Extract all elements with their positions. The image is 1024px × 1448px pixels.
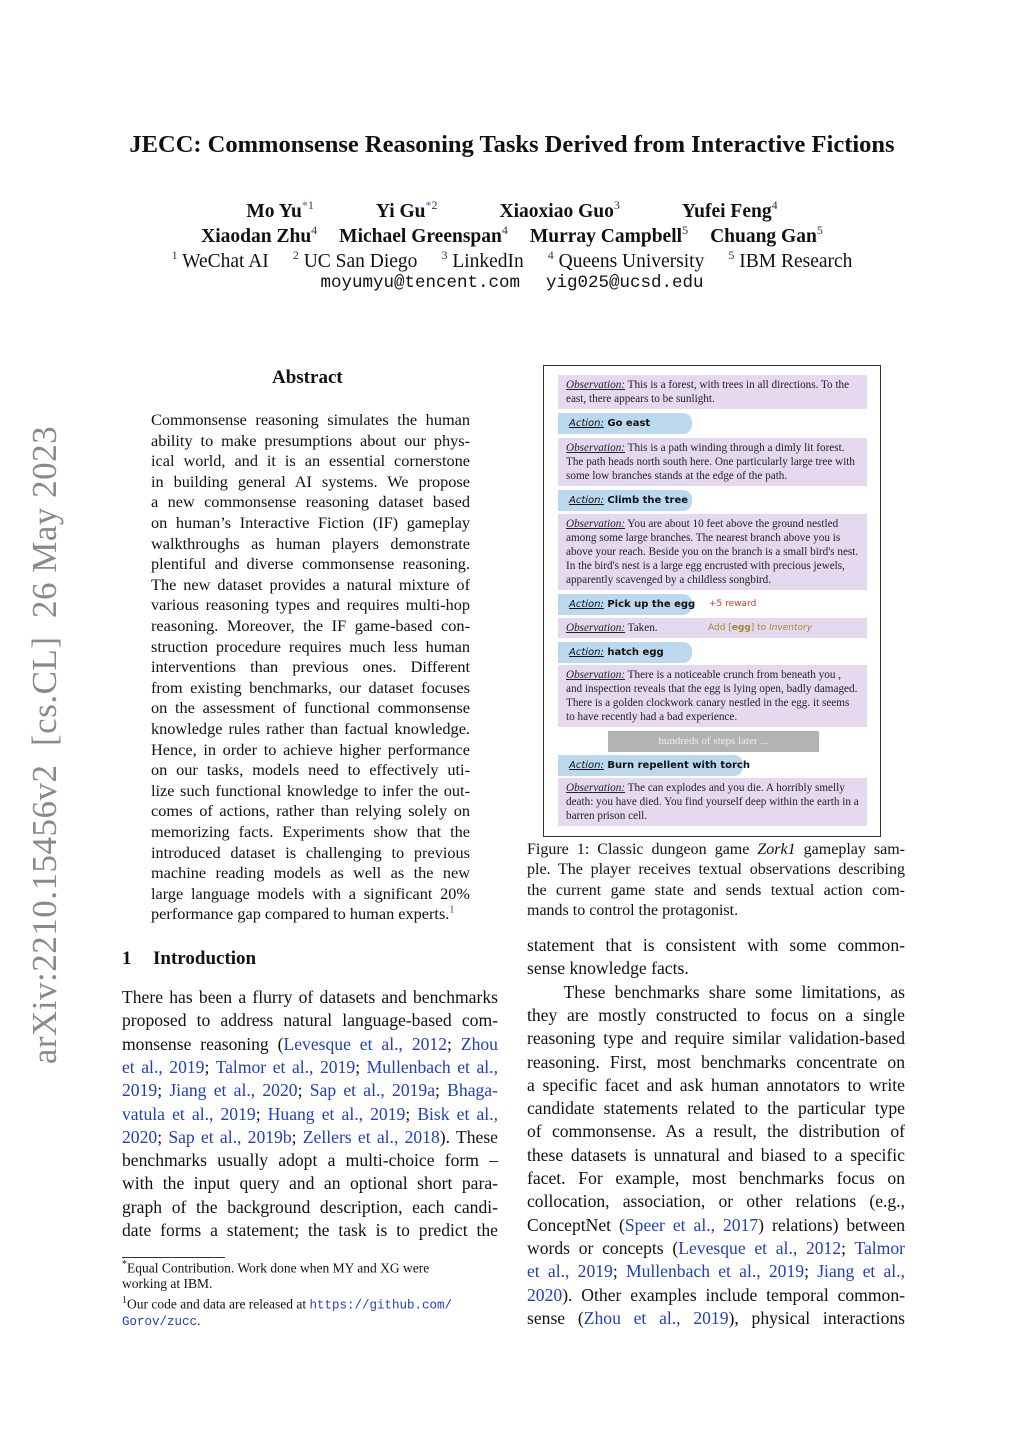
abstract-line: a new commonsense reasoning dataset based — [151, 492, 470, 512]
intro-section-number: 1 — [122, 948, 132, 969]
action-block — [558, 413, 692, 434]
text: ; — [297, 1080, 310, 1101]
author — [201, 223, 317, 248]
citation-link[interactable]: Bhaga- — [447, 1080, 498, 1101]
inventory-note — [708, 623, 812, 633]
citation-link[interactable]: Talmor et al., 2019 — [215, 1056, 356, 1077]
text: Figure 1: Classic dungeon game — [527, 841, 758, 858]
abstract-line: plentiful and diverse commonsense reasoning. — [151, 554, 470, 574]
authors-row-2 — [0, 223, 1024, 248]
affiliation-number: 2 — [292, 248, 299, 262]
footnote-2-cont — [122, 1313, 498, 1329]
citation-link[interactable]: Levesque et al., 2012 — [283, 1033, 448, 1054]
author — [682, 198, 778, 223]
action-text: hatch egg — [603, 647, 664, 658]
author-name: Murray Campbell — [529, 226, 683, 247]
action-text: Burn repellent with torch — [603, 760, 750, 771]
action-text: Go east — [603, 418, 651, 429]
text: of commonsense. As a result, the distribution of — [527, 1121, 905, 1142]
text: benchmarks usually adopt a multi-choice form – — [122, 1150, 498, 1171]
text-line — [527, 1028, 905, 1049]
citation-link[interactable]: Jiang et al., 2020 — [169, 1080, 298, 1101]
arxiv-identifier[interactable]: arXiv:2210.15456v2 [cs.CL] 26 May 2023 — [25, 425, 64, 1065]
text: ; — [447, 1033, 461, 1054]
code-link-cont[interactable]: Gorov/zucc — [122, 1315, 198, 1329]
text: the current game state and sends textual action com- — [527, 881, 905, 899]
abstract-line: in building general AI systems. We propose — [151, 471, 470, 491]
citation-link[interactable]: et al., 2019 — [122, 1056, 205, 1077]
footnote-1 — [122, 1259, 498, 1277]
abstract-line: ical world, and it is an essential cornerstone — [151, 451, 470, 471]
author-affiliation-mark: 4 — [311, 223, 318, 237]
author-affiliation-mark: 4 — [501, 223, 508, 237]
text-line — [527, 882, 905, 900]
affiliation-number: 5 — [728, 248, 735, 262]
author-name: Michael Greenspan — [339, 226, 502, 247]
action-label: Action: — [569, 599, 604, 610]
footnote-mark: 1 — [122, 1295, 127, 1306]
text: these datasets is unnatural and biased to a specific — [527, 1144, 905, 1165]
text-line — [527, 1238, 905, 1259]
text-line — [527, 1215, 905, 1236]
abstract-line: memorizing facts. Experiments show that the — [151, 822, 470, 841]
emails — [0, 273, 1024, 293]
observation-text: This is a path winding through a dimly lit forest. The path heads north south here. One particularly large tree with some low branches stands at the edge of the path. — [566, 442, 856, 482]
affiliation — [728, 248, 852, 273]
footnote-text: Our code and data are released at — [127, 1296, 310, 1312]
author-name: Xiaoxiao Guo — [499, 201, 614, 222]
observation-text: The can explodes and you die. A horribly smelly death: you have died. You find yourself deep within the earth in a barren prison cell. — [566, 782, 859, 822]
abstract-line: interventions than previous ones. Different — [151, 657, 470, 677]
author — [710, 223, 823, 248]
text: ple. The player receives textual observations describing — [527, 861, 905, 879]
observation-label: Observation: — [566, 442, 626, 454]
text-line — [527, 935, 905, 956]
observation-label: Observation: — [566, 379, 626, 391]
text-line — [122, 1080, 498, 1101]
text-line — [527, 1121, 905, 1142]
observation-block — [558, 438, 867, 486]
action-block — [558, 755, 750, 776]
text: ; — [157, 1080, 170, 1101]
abstract-line: ability to make presumptions about our phys- — [151, 430, 470, 450]
text-line — [527, 1285, 905, 1306]
author — [246, 198, 313, 223]
text-line — [122, 1104, 498, 1125]
text: mands to control the protagonist. — [527, 901, 739, 919]
text-line — [122, 1173, 498, 1194]
abstract-line: lize such functional knowledge to infer the out- — [151, 780, 470, 800]
abstract-line: reasoning. Moreover, the IF game-based con- — [151, 616, 470, 635]
text: ; — [255, 1103, 268, 1124]
email[interactable]: yig025@ucsd.edu — [546, 273, 704, 293]
text-line — [122, 1034, 498, 1055]
reward-note: +5 reward — [709, 599, 757, 609]
observation-block — [558, 778, 867, 826]
observation-text: You are about 10 feet above the ground nestled among some large branches. The nearest branch above you is above your reach. Beside you on the branch is a small bird's nest. In the bird's nest is a large egg encrusted with precious jewels, apparently scavenged by a childless songbird. — [566, 518, 859, 586]
text-line — [527, 1191, 905, 1212]
observation-text: There is a noticeable crunch from beneath you , and inspection reveals that the egg is lying open, badly damaged. There is a golden clockwork canary nestled in the egg. it seems to have recently had a bad experience. — [566, 669, 858, 723]
citation-link[interactable]: Levesque et al., 2012 — [678, 1237, 842, 1258]
text-line — [527, 902, 905, 920]
authors-row-1 — [0, 198, 1024, 223]
observation-label: Observation: — [566, 622, 626, 634]
period: . — [197, 1313, 201, 1328]
inventory-target: Inventory — [769, 623, 813, 633]
observation-block — [558, 375, 867, 409]
text-line — [122, 1010, 498, 1031]
affiliation-name: LinkedIn — [447, 251, 524, 272]
affiliation-number: 3 — [441, 248, 448, 262]
intro-heading: Introduction — [153, 948, 257, 969]
author-name: Mo Yu — [246, 201, 302, 222]
action-block — [558, 642, 692, 663]
action-label: Action: — [569, 418, 604, 429]
citation-link[interactable]: Zellers et al., 2018 — [302, 1126, 440, 1147]
text: gameplay sam- — [795, 841, 906, 858]
text: candidate statements related to the particular type — [527, 1098, 905, 1119]
text: reasoning type and require similar validation-based — [527, 1028, 905, 1049]
affiliation-name: UC San Diego — [298, 251, 418, 272]
citation-link[interactable]: 2019 — [122, 1080, 158, 1101]
text: sense ( — [527, 1307, 584, 1328]
affiliation — [548, 248, 705, 273]
citation-link[interactable]: 2020 — [527, 1284, 563, 1305]
text: ; — [612, 1261, 626, 1282]
observation-block — [558, 665, 867, 727]
text-line — [527, 958, 905, 979]
author-affiliation-mark: 3 — [613, 198, 620, 212]
abstract-line: on human’s Interactive Fiction (IF) gameplay — [151, 513, 470, 532]
text: ; — [355, 1056, 367, 1077]
footnote-rule — [122, 1257, 225, 1258]
text: a specific facet and ask human annotators to write — [527, 1074, 905, 1095]
abstract-line: Hence, in order to achieve higher performance — [151, 739, 470, 759]
author-affiliation-mark: *1 — [301, 198, 314, 212]
text: proposed to address natural language-based com- — [122, 1010, 498, 1031]
affiliation-number: 4 — [547, 248, 554, 262]
observation-label: Observation: — [566, 669, 626, 681]
text-line — [527, 1168, 905, 1189]
text: ; — [204, 1056, 216, 1077]
citation-link[interactable]: Speer et al., 2017 — [624, 1214, 759, 1235]
author — [376, 198, 438, 223]
affiliation-name: IBM Research — [734, 251, 853, 272]
author-name: Xiaodan Zhu — [201, 226, 312, 247]
affiliation-name: Queens University — [553, 251, 705, 272]
text: words or concepts ( — [527, 1237, 679, 1258]
citation-link[interactable]: Jiang et al., — [817, 1261, 905, 1282]
equal-contribution-mark: * — [301, 198, 308, 212]
text: ] to — [750, 623, 770, 633]
abstract-heading: Abstract — [272, 367, 343, 388]
email[interactable]: moyumyu@tencent.com — [320, 273, 520, 293]
inventory-item: egg — [731, 623, 751, 633]
text-line — [527, 841, 905, 859]
text: date forms a statement; the task is to predict the — [122, 1220, 498, 1240]
citation-link[interactable]: Bisk et al., — [417, 1103, 498, 1124]
affiliations — [0, 248, 1024, 273]
author — [530, 223, 688, 248]
citation-link[interactable]: Mullenbach et al., 2019 — [625, 1261, 805, 1282]
affiliation — [293, 248, 418, 273]
citation-link[interactable]: vatula et al., 2019 — [122, 1103, 256, 1124]
observation-block — [558, 514, 867, 590]
abstract-line: The new dataset provides a natural mixture of — [151, 574, 470, 594]
observation-label: Observation: — [566, 518, 626, 530]
footnote-ref[interactable]: 1 — [449, 904, 455, 916]
text: ; — [291, 1126, 303, 1147]
text-line — [527, 1075, 905, 1096]
footnote-1-cont: working at IBM. — [122, 1276, 213, 1291]
abstract-line: struction procedure requires much less human — [151, 636, 470, 656]
abstract-line: on our tasks, models need to effectively uti- — [151, 760, 470, 780]
affiliation — [441, 248, 523, 273]
affiliation — [172, 248, 269, 273]
citation-link[interactable]: Huang et al., 2019 — [267, 1103, 406, 1124]
abstract-line: machine reading models as well as the new — [151, 863, 470, 883]
citation-link[interactable]: Zhou et al., 2019 — [583, 1307, 729, 1328]
citation-link[interactable]: Zhou — [460, 1033, 498, 1054]
text-line — [122, 1127, 498, 1148]
action-label: Action: — [569, 495, 604, 506]
text: statement that is consistent with some common- — [527, 935, 905, 955]
text: ). These — [439, 1126, 498, 1147]
code-link[interactable]: https://github.com/ — [309, 1298, 453, 1313]
author-name: Yi Gu — [375, 201, 426, 222]
text-line — [527, 1005, 905, 1026]
abstract-line: from existing benchmarks, our dataset focuses — [151, 677, 470, 697]
abstract-line: walkthroughs as human players demonstrate — [151, 533, 470, 553]
text: ; — [841, 1237, 855, 1258]
author-affiliation-mark: *2 — [425, 198, 438, 212]
text: monsense reasoning ( — [122, 1033, 284, 1054]
author-name: Yufei Feng — [681, 201, 772, 222]
text: ) relations) between — [758, 1214, 905, 1235]
abstract-line: performance gap compared to human experts.$^1$ — [151, 904, 455, 924]
text: These benchmarks share some limitations, as — [527, 981, 905, 1002]
text: ; — [804, 1261, 818, 1282]
text: ; — [405, 1103, 418, 1124]
text: ; — [157, 1126, 169, 1147]
citation-link[interactable]: Sap et al., 2019b — [168, 1126, 292, 1147]
footnote-2 — [122, 1295, 498, 1313]
text-line — [122, 1150, 498, 1171]
text-line — [527, 1308, 905, 1329]
text-line — [527, 1145, 905, 1166]
author-affiliation-mark: 5 — [816, 223, 823, 237]
action-block — [558, 594, 696, 615]
author-name: Chuang Gan — [710, 226, 817, 247]
action-text: Climb the tree — [603, 495, 689, 506]
action-block — [558, 490, 692, 511]
text-line — [527, 1052, 905, 1073]
observation-text: This is a forest, with trees in all directions. To the east, there appears to be sunlight. — [566, 379, 850, 405]
abstract-line: on the assessment of functional commonsense — [151, 698, 470, 718]
footnote-mark: * — [122, 1259, 127, 1270]
steps-skipped-banner: hundreds of steps later ... — [608, 731, 819, 752]
citation-link[interactable]: Talmor — [854, 1237, 905, 1258]
text-line — [527, 861, 905, 879]
abstract-line: knowledge rules rather than factual knowledge. — [151, 719, 470, 738]
paper-title: JECC: Commonsense Reasoning Tasks Derived from Interactive Fictions — [129, 131, 895, 158]
text: facet. For example, most benchmarks focus on — [527, 1168, 905, 1188]
text: ), physical interactions — [728, 1307, 906, 1328]
text-line — [527, 982, 905, 1003]
action-label: Action: — [569, 647, 604, 658]
abstract-line: large language models with a significant 20% — [151, 883, 470, 903]
action-label: Action: — [569, 760, 604, 771]
abstract-line: introduced dataset is challenging to previous — [151, 842, 470, 862]
text: ; — [435, 1080, 448, 1101]
text-line — [527, 1098, 905, 1119]
abstract-line: comes of actions, rather than relying solely on — [151, 801, 470, 821]
author-affiliation-mark: 5 — [682, 223, 689, 237]
text: sense knowledge facts. — [527, 958, 689, 979]
author-affiliation-mark: 4 — [771, 198, 778, 212]
text-line — [122, 987, 498, 1008]
equal-contribution-mark: * — [425, 198, 432, 212]
text: Add [ — [708, 623, 732, 633]
text-line — [122, 1057, 498, 1078]
footnote-text: Equal Contribution. Work done when MY and XG were — [127, 1260, 430, 1276]
observation-label: Observation: — [566, 782, 626, 794]
affiliation-number: 1 — [171, 248, 178, 262]
affiliation-name: WeChat AI — [177, 251, 269, 272]
citation-link[interactable]: 2020 — [122, 1126, 158, 1147]
text: reasoning. First, most benchmarks concentrate on — [527, 1051, 905, 1072]
abstract-line: various reasoning types and requires multi-hop — [151, 595, 470, 615]
citation-link[interactable]: Sap et al., 2019a — [309, 1080, 436, 1101]
citation-link[interactable]: et al., 2019 — [527, 1261, 613, 1282]
text: graph of the background description, each candi- — [122, 1196, 498, 1217]
text: collocation, association, or other relations (e.g., — [527, 1191, 905, 1212]
observation-text: Taken. — [625, 622, 658, 634]
text: There has been a flurry of datasets and benchmarks — [122, 987, 498, 1007]
text-line — [527, 1261, 905, 1282]
citation-link[interactable]: Mullenbach et al., — [366, 1056, 498, 1077]
text-line — [122, 1220, 498, 1241]
author — [500, 198, 620, 223]
text-line — [122, 1197, 498, 1218]
italic-text: Zork1 — [757, 841, 796, 858]
text: ). Other examples include temporal common- — [562, 1284, 905, 1305]
abstract-line: Commonsense reasoning simulates the human — [151, 410, 470, 429]
figure-1 — [543, 365, 881, 837]
author — [339, 223, 508, 248]
action-text: Pick up the egg — [603, 599, 696, 610]
text: ConceptNet ( — [527, 1214, 625, 1235]
text: they are mostly constructed to focus on a single — [527, 1004, 905, 1025]
text: with the input query and an optional short para- — [122, 1173, 498, 1194]
